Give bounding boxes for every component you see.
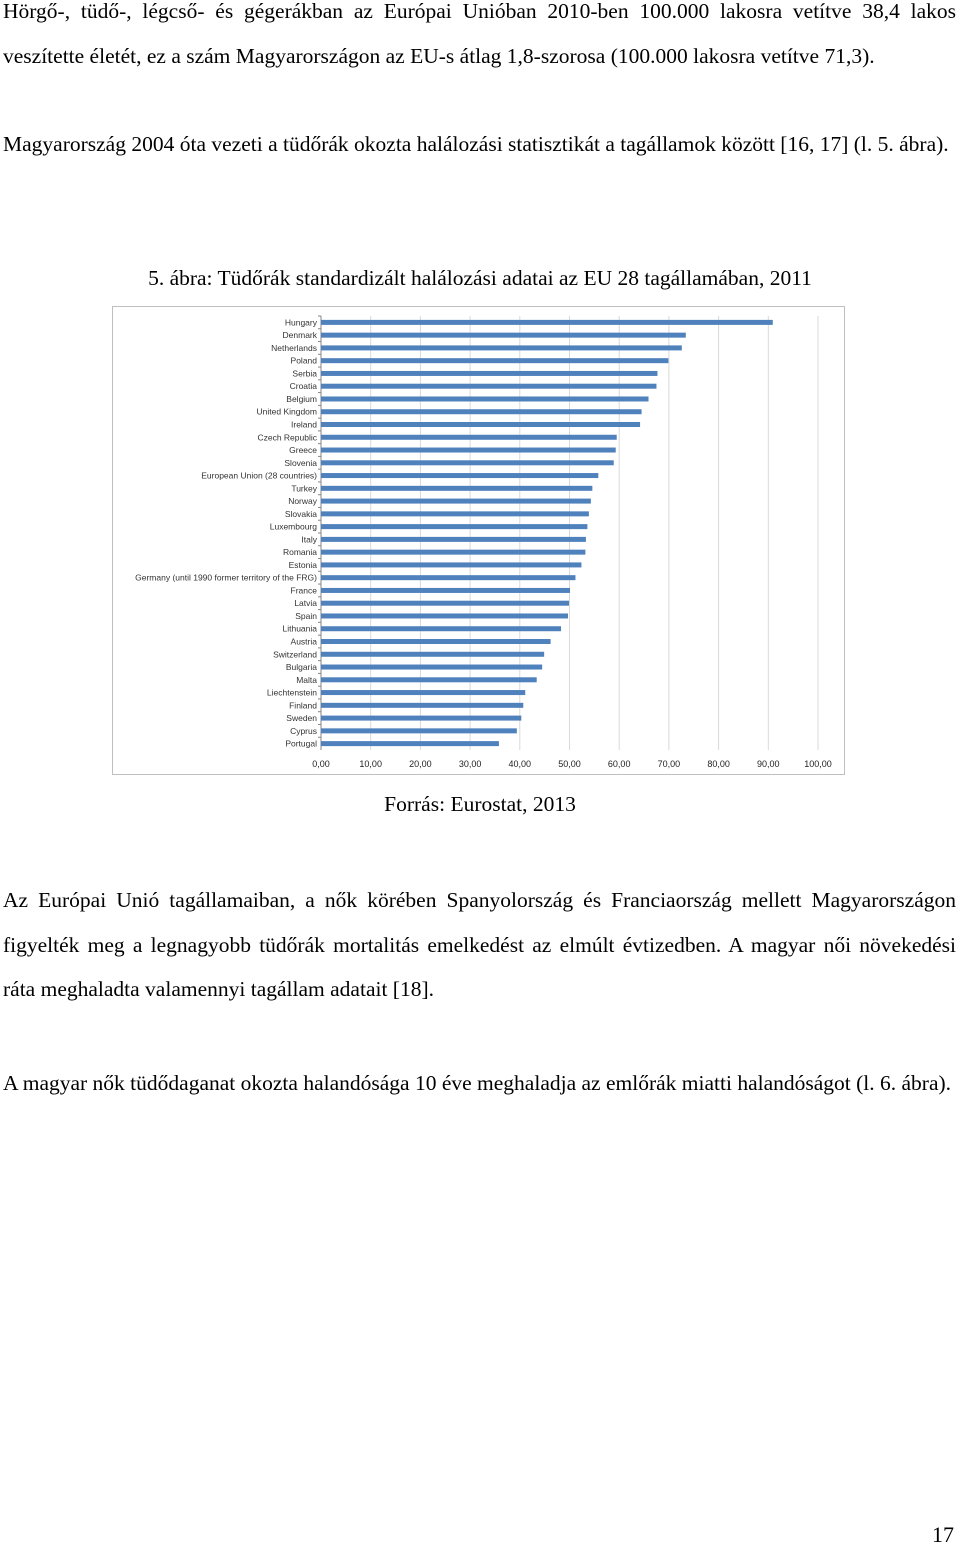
bar-united-kingdom (321, 409, 642, 414)
bar-austria (321, 639, 551, 644)
bar-european-union-28-countries (321, 473, 598, 478)
category-label: Poland (290, 355, 317, 366)
category-label: Greece (289, 445, 317, 456)
category-label: Malta (296, 674, 317, 685)
bar-slovenia (321, 460, 614, 465)
category-label: Czech Republic (257, 432, 317, 443)
bar-switzerland (321, 652, 544, 657)
bar-romania (321, 550, 585, 555)
category-label: Spain (295, 610, 317, 621)
bar-finland (321, 703, 523, 708)
x-tick-label: 60,00 (607, 759, 631, 769)
category-label: Lithuania (282, 623, 317, 634)
page-number: 17 (932, 1522, 954, 1547)
bar-serbia (321, 371, 657, 376)
bar-hungary (321, 320, 773, 325)
category-label: Belgium (286, 393, 317, 404)
bar-denmark (321, 333, 686, 338)
category-label: Hungary (284, 317, 317, 328)
category-label: Romania (282, 547, 317, 558)
bar-bulgaria (321, 665, 542, 670)
category-label: Croatia (289, 381, 317, 392)
category-label: Bulgaria (285, 662, 317, 673)
category-label: Slovakia (284, 508, 317, 519)
bar-spain (321, 613, 568, 618)
category-label: Liechtenstein (266, 687, 317, 698)
bar-liechtenstein (321, 690, 525, 695)
bar-luxembourg (321, 524, 587, 529)
bar-turkey (321, 486, 592, 491)
category-label: Sweden (286, 713, 317, 724)
category-label: Slovenia (284, 457, 317, 468)
x-tick-label: 10,00 (359, 759, 382, 769)
category-label: United Kingdom (256, 406, 317, 417)
category-label: Luxembourg (269, 521, 317, 532)
figure-source: Forrás: Eurostat, 2013 (384, 792, 576, 816)
bar-slovakia (321, 511, 589, 516)
bar-cyprus (321, 728, 517, 733)
bar-lithuania (321, 626, 561, 631)
x-tick-label: 40,00 (508, 759, 532, 769)
bar-czech-republic (321, 435, 617, 440)
x-tick-label: 90,00 (757, 759, 780, 769)
x-tick-label: 50,00 (558, 759, 581, 769)
x-tick-label: 100,00 (804, 759, 832, 769)
bar-netherlands (321, 345, 682, 350)
mortality-bar-chart (112, 306, 845, 775)
intro-paragraph: Hörgő-, tüdő-, légcső- és gégerákban az Európai Unióban 2010-ben 100.000 lakosra vetítve 38,4 lakos veszítette életét, ez a szám Magyarországon az EU-s átlag 1,8-szorosa (100.000 lakosra vetítve 71,3). (3, 0, 956, 68)
bar-belgium (321, 396, 649, 401)
category-label: Serbia (292, 368, 317, 379)
leadership-paragraph: Magyarország 2004 óta vezeti a tüdőrák okozta halálozási statisztikát a tagállamok között [16, 17] (l. 5. ábra). (3, 132, 949, 156)
bar-greece (321, 448, 616, 453)
category-label: Ireland (291, 419, 317, 430)
category-label: Cyprus (290, 725, 317, 736)
x-tick-label: 80,00 (707, 759, 730, 769)
bar-france (321, 588, 570, 593)
bar-latvia (321, 601, 569, 606)
category-label: Portugal (285, 738, 317, 749)
figure-caption: 5. ábra: Tüdőrák standardizált halálozási adatai az EU 28 tagállamában, 2011 (148, 266, 812, 290)
category-label: Switzerland (273, 649, 317, 660)
bar-germany-until-1990-former-territory-of-the-frg (321, 575, 575, 580)
x-tick-label: 70,00 (657, 759, 681, 769)
category-label: Austria (290, 636, 317, 647)
bar-poland (321, 358, 668, 363)
bar-croatia (321, 384, 656, 389)
category-label: Turkey (291, 483, 317, 494)
category-label: Germany (until 1990 former territory of the FRG) (135, 572, 317, 583)
category-label: Norway (288, 496, 317, 507)
category-label: Denmark (282, 330, 317, 341)
bar-italy (321, 537, 586, 542)
x-tick-label: 30,00 (458, 759, 482, 769)
category-label: Latvia (294, 598, 317, 609)
x-tick-label: 20,00 (409, 759, 432, 769)
category-label: European Union (28 countries) (201, 470, 317, 481)
bar-ireland (321, 422, 640, 427)
breast-cancer-comparison-paragraph: A magyar nők tüdődaganat okozta halandósága 10 éve meghaladja az emlőrák miatti halandóságot (l. 6. ábra). (3, 1071, 952, 1095)
x-tick-label: 0,00 (312, 759, 330, 769)
bar-estonia (321, 562, 581, 567)
bar-portugal (321, 741, 499, 746)
bar-norway (321, 499, 591, 504)
category-label: France (290, 585, 317, 596)
category-label: Netherlands (271, 342, 317, 353)
bar-malta (321, 677, 537, 682)
category-label: Italy (301, 534, 317, 545)
category-label: Finland (289, 700, 317, 711)
bar-sweden (321, 716, 521, 721)
category-label: Estonia (288, 559, 317, 570)
women-trend-paragraph: Az Európai Unió tagállamaiban, a nők körében Spanyolország és Franciaország mellett Magyarországon figyelték meg a legnagyobb tüdőrák mortalitás emelkedést az elmúlt évtizedben. A magyar női növekedési ráta meghaladta valamennyi tagállam adatait [18]. (3, 888, 956, 1002)
